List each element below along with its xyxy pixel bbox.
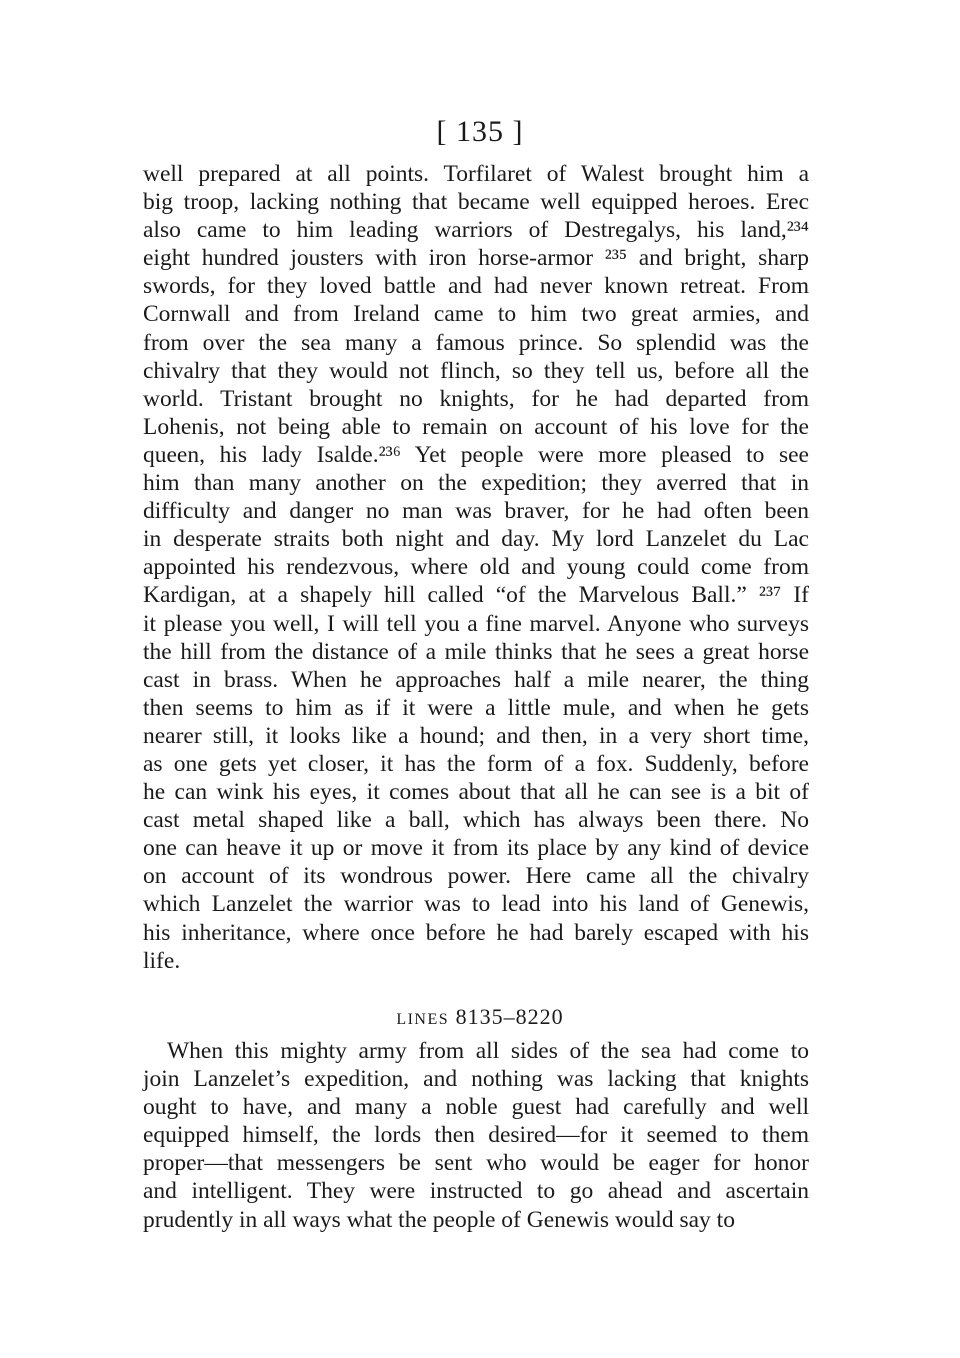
text-line: one can heave it up or move it from its place by any kind of device [143,835,809,862]
section-heading-label: LINES [396,1011,450,1028]
text-line: life. [143,947,181,974]
text-line: in desperate straits both night and day. My lord Lanzelet du Lac [143,526,809,553]
text-line: world. Tristant brought no knights, for he had departed from [143,385,809,412]
text-line: his inheritance, where once before he had barely escaped with his [143,919,809,946]
text-line: the hill from the distance of a mile thinks that he sees a great horse [143,638,809,665]
text-line: queen, his lady Isalde.²³⁶ Yet people were more pleased to see [143,441,809,468]
text-line: Cornwall and from Ireland came to him two great armies, and [143,301,809,328]
text-line: When this mighty army from all sides of the sea had come to [167,1038,809,1064]
text-line: cast in brass. When he approaches half a mile nearer, the thing [143,666,809,693]
text-line: ought to have, and many a noble guest had carefully and well [143,1094,809,1121]
text-line: he can wink his eyes, it comes about that all he can see is a bit of [143,779,809,806]
paragraph-section [143,1037,809,1234]
text-line: big troop, lacking nothing that became well equipped heroes. Erec [143,189,809,216]
text-line: eight hundred jousters with iron horse-armor ²³⁵ and bright, sharp [143,245,809,272]
text-line: him than many another on the expedition; they averred that in [143,470,809,497]
text-line: equipped himself, the lords then desired—for it seemed to them [143,1122,809,1149]
text-line: cast metal shaped like a ball, which has always been there. No [143,807,809,834]
section-heading-range: 8135–8220 [455,1004,564,1029]
paragraph-main [143,160,809,975]
text-line: well prepared at all points. Torfilaret of Walest brought him a [143,161,809,187]
text-line: which Lanzelet the warrior was to lead into his land of Genewis, [143,891,809,918]
text-line: Lohenis, not being able to remain on account of his love for the [143,413,809,440]
text-line: also came to him leading warriors of Destregalys, his land,²³⁴ [143,217,809,244]
text-line: appointed his rendezvous, where old and young could come from [143,554,809,581]
text-line: from over the sea many a famous prince. So splendid was the [143,329,809,356]
text-line: difficulty and danger no man was braver, for he had often been [143,498,809,525]
text-line: chivalry that they would not flinch, so they tell us, before all the [143,357,809,384]
text-line: nearer still, it looks like a hound; and then, in a very short time, [143,722,809,749]
text-line: proper—that messengers be sent who would be eager for honor [143,1150,809,1177]
text-line: then seems to him as if it were a little mule, and when he gets [143,694,809,721]
text-line: prudently in all ways what the people of Genewis would say to [143,1206,735,1233]
text-line: it please you well, I will tell you a fine marvel. Anyone who surveys [143,610,809,637]
text-line: swords, for they loved battle and had never known retreat. From [143,273,809,300]
text-line: on account of its wondrous power. Here came all the chivalry [143,863,809,890]
page-number: [ 135 ] [436,115,524,148]
text-line: as one gets yet closer, it has the form of a fox. Suddenly, before [143,750,809,777]
section-heading [0,1002,960,1035]
text-line: join Lanzelet’s expedition, and nothing was lacking that knights [143,1066,809,1093]
text-line: and intelligent. They were instructed to go ahead and ascertain [143,1178,809,1205]
text-line: Kardigan, at a shapely hill called “of the Marvelous Ball.” ²³⁷ If [143,582,809,609]
